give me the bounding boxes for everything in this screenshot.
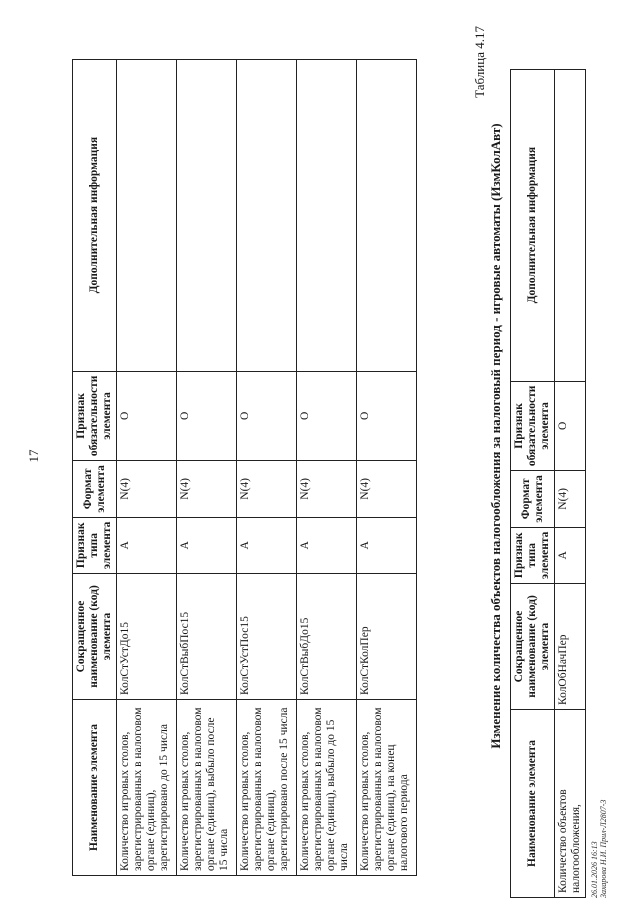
table-label: Таблица 4.17: [472, 26, 487, 98]
cell-additional-info: [177, 59, 237, 371]
cell-type: А: [357, 517, 417, 573]
page-number: 17: [26, 449, 41, 463]
cell-code: КолСтКолПер: [357, 574, 417, 700]
cell-required: О: [237, 371, 297, 461]
table1-header-row: [73, 59, 117, 875]
cell-format: N(4): [117, 461, 177, 517]
stamp-date: 26.01.2026 16:13: [590, 841, 599, 898]
table-row: [357, 59, 417, 875]
cell-name: Количество игровых столов, зарегистрированных в налоговом органе (единиц), зарегистрировано до 15 числа: [117, 700, 177, 876]
header-name: Наименование элемента: [511, 710, 555, 898]
cell-name: Количество игровых столов, зарегистрированных в налоговом органе (единиц), выбыло после 15 числа: [177, 700, 237, 876]
table-row: [177, 59, 237, 875]
table2-header-row: [511, 69, 555, 897]
header-format: Формат элемента: [73, 461, 117, 517]
stamp-author: Захарова Н.И. Прил-Л2807-3: [599, 799, 608, 898]
cell-name: Количество игровых столов, зарегистрированных в налоговом органе (единиц), зарегистрировано после 15 числа: [237, 700, 297, 876]
cell-type: А: [117, 517, 177, 573]
cell-type: А: [177, 517, 237, 573]
cell-required: О: [177, 371, 237, 461]
cell-additional-info: [237, 59, 297, 371]
header-required: Признак обязательности элемента: [73, 371, 117, 461]
elements-table-2: [510, 69, 586, 898]
header-required: Признак обязательности элемента: [511, 381, 555, 471]
header-name: Наименование элемента: [73, 700, 117, 876]
cell-code: КолСтВыбПос15: [177, 574, 237, 700]
cell-required: О: [357, 371, 417, 461]
table-row: [237, 59, 297, 875]
cell-code: КолСтВыбДо15: [297, 574, 357, 700]
cell-type: А: [555, 527, 586, 583]
cell-format: N(4): [555, 471, 586, 527]
cell-additional-info: [555, 69, 586, 381]
cell-type: А: [297, 517, 357, 573]
cell-name: Количество объектов налогообложения,: [555, 710, 586, 898]
cell-code: КолСтУстДо15: [117, 574, 177, 700]
elements-table-1: [72, 59, 417, 876]
header-type: Признак типа элемента: [73, 517, 117, 573]
cell-required: О: [555, 381, 586, 471]
cell-format: N(4): [357, 461, 417, 517]
cell-code: КолОбНачПер: [555, 584, 586, 710]
cell-additional-info: [357, 59, 417, 371]
header-code: Сокращенное наименование (код) элемента: [73, 574, 117, 700]
cell-format: N(4): [177, 461, 237, 517]
header-format: Формат элемента: [511, 471, 555, 527]
cell-required: О: [117, 371, 177, 461]
cell-code: КолСтУстПос15: [237, 574, 297, 700]
header-type: Признак типа элемента: [511, 527, 555, 583]
header-code: Сокращенное наименование (код) элемента: [511, 584, 555, 710]
cell-name: Количество игровых столов, зарегистрированных в налоговом органе (единиц), выбыло до 15 числа: [297, 700, 357, 876]
cell-additional-info: [117, 59, 177, 371]
header-additional-info: Дополнительная информация: [73, 59, 117, 371]
cell-format: N(4): [297, 461, 357, 517]
cell-type: А: [237, 517, 297, 573]
header-additional-info: Дополнительная информация: [511, 69, 555, 381]
cell-additional-info: [297, 59, 357, 371]
table-row: [297, 59, 357, 875]
table-row: [117, 59, 177, 875]
table-row: [555, 69, 586, 897]
cell-format: N(4): [237, 461, 297, 517]
cell-required: О: [297, 371, 357, 461]
table2-title: Изменение количества объектов налогообложения за налоговый период - игровые автоматы (ИзмКолАвт): [488, 123, 503, 749]
cell-name: Количество игровых столов, зарегистрированных в налоговом органе (единиц), на конец налогового периода: [357, 700, 417, 876]
print-stamp: [590, 800, 608, 898]
